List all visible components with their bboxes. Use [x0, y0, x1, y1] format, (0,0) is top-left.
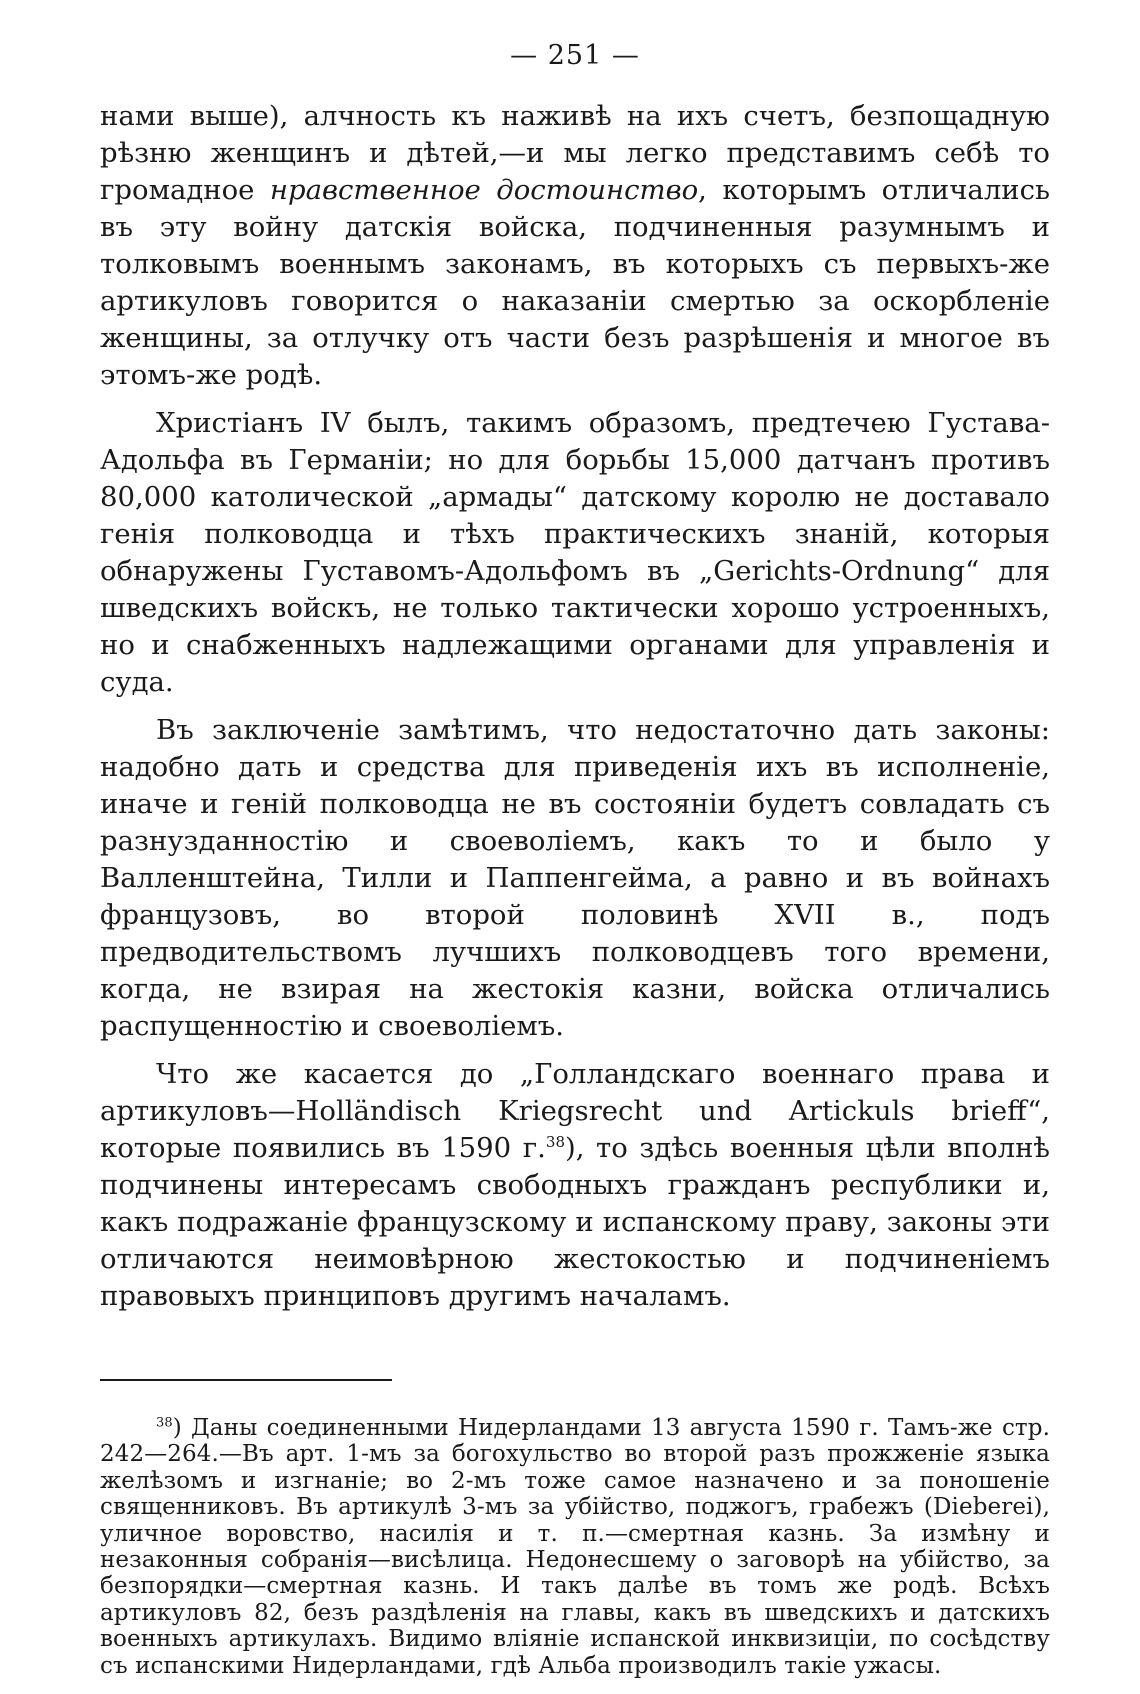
paragraph [100, 98, 1050, 394]
footnote [100, 1415, 1050, 1679]
paragraph-text: ), то здѣсь военныя цѣли вполнѣ подчинены интересамъ свободныхъ гражданъ республики и, какъ подражаніе французскому и испанскому праву, законы эти отличаются неимовѣрною жестокостью и подчиненіемъ правовыхъ принциповъ другимъ началамъ. [100, 1132, 1051, 1312]
book-page [100, 38, 1051, 1679]
footnote-text: ) Даны соединенными Нидерландами 13 августа 1590 г. Тамъ-же стр. 242—264.—Въ арт. 1-мъ за богохульство во второй разъ прожженіе языка желѣзомъ и изгнаніе; во 2-мъ тоже самое назначено и за поношеніе священниковъ. Въ артикулѣ 3-мъ за убійство, поджогъ, грабежъ (Dieberei), уличное воровство, насилія и т. п.—смертная казнь. За измѣну и незаконныя собранія—висѣлица. Недонесшему о заговорѣ на убійство, за безпорядки—смертная казнь. И такъ далѣе въ томъ же родѣ. Всѣхъ артикуловъ 82, безъ раздѣленія на главы, какъ въ шведскихъ и датскихъ военныхъ артикулахъ. Видимо вліяніе испанской инквизиціи, по сосѣдству съ испанскими Нидерландами, гдѣ Альба производилъ такіе ужасы. [100, 1415, 1050, 1679]
emphasized-phrase: нравственное достоинство [269, 174, 699, 206]
footnote-reference: 38 [545, 1132, 565, 1151]
paragraph-text: , которымъ отличались въ эту войну датскія войска, подчиненныя разумнымъ и толковымъ военнымъ законамъ, въ которыхъ съ первыхъ-же артикуловъ говорится о наказаніи смертью за оскорбленіе женщины, за отлучку отъ части безъ разрѣшенія и многое въ этомъ-же родѣ. [100, 174, 1050, 391]
page-number: — 251 — [510, 40, 640, 71]
main-text [100, 98, 1050, 1315]
paragraph [100, 1056, 1050, 1315]
footnote-marker: 38 [156, 1415, 173, 1431]
paragraph-text: Что же касается до „Голландскаго военнаго права и артикуловъ—Holländisch Kriegsrecht und Artickuls brieff“, которые появились въ 1590 г. [100, 1058, 1050, 1164]
paragraph: Христіанъ IV былъ, такимъ образомъ, предтечею Густава-Адольфа въ Германіи; но для борьбы 15,000 датчанъ противъ 80,000 католической „армады“ датскому королю не доставало генія полководца и тѣхъ практическихъ знаній, которыя обнаружены Густавомъ-Адольфомъ въ „Gerichts-Ordnung“ для шведскихъ войскъ, не только тактически хорошо устроенныхъ, но и снабженныхъ надлежащими органами для управленія и суда. [100, 407, 1050, 698]
footnote-divider [100, 1379, 392, 1381]
paragraph: Въ заключеніе замѣтимъ, что недостаточно дать законы: надобно дать и средства для приведенія ихъ въ исполненіе, иначе и геній полководца не въ состояніи будетъ совладать съ разнузданностію и своеволіемъ, какъ то и было у Валленштейна, Тилли и Паппенгейма, а равно и въ войнахъ французовъ, во второй половинѣ XVII в., подъ предводительствомъ лучшихъ полководцевъ того времени, когда, не взирая на жестокія казни, войска отличались распущенностію и своеволіемъ. [100, 714, 1050, 1042]
paragraph-text: нами выше), алчность къ наживѣ на ихъ счетъ, безпощадную рѣзню женщинъ и дѣтей,—и мы легко представимъ себѣ то громадное [100, 100, 1050, 206]
